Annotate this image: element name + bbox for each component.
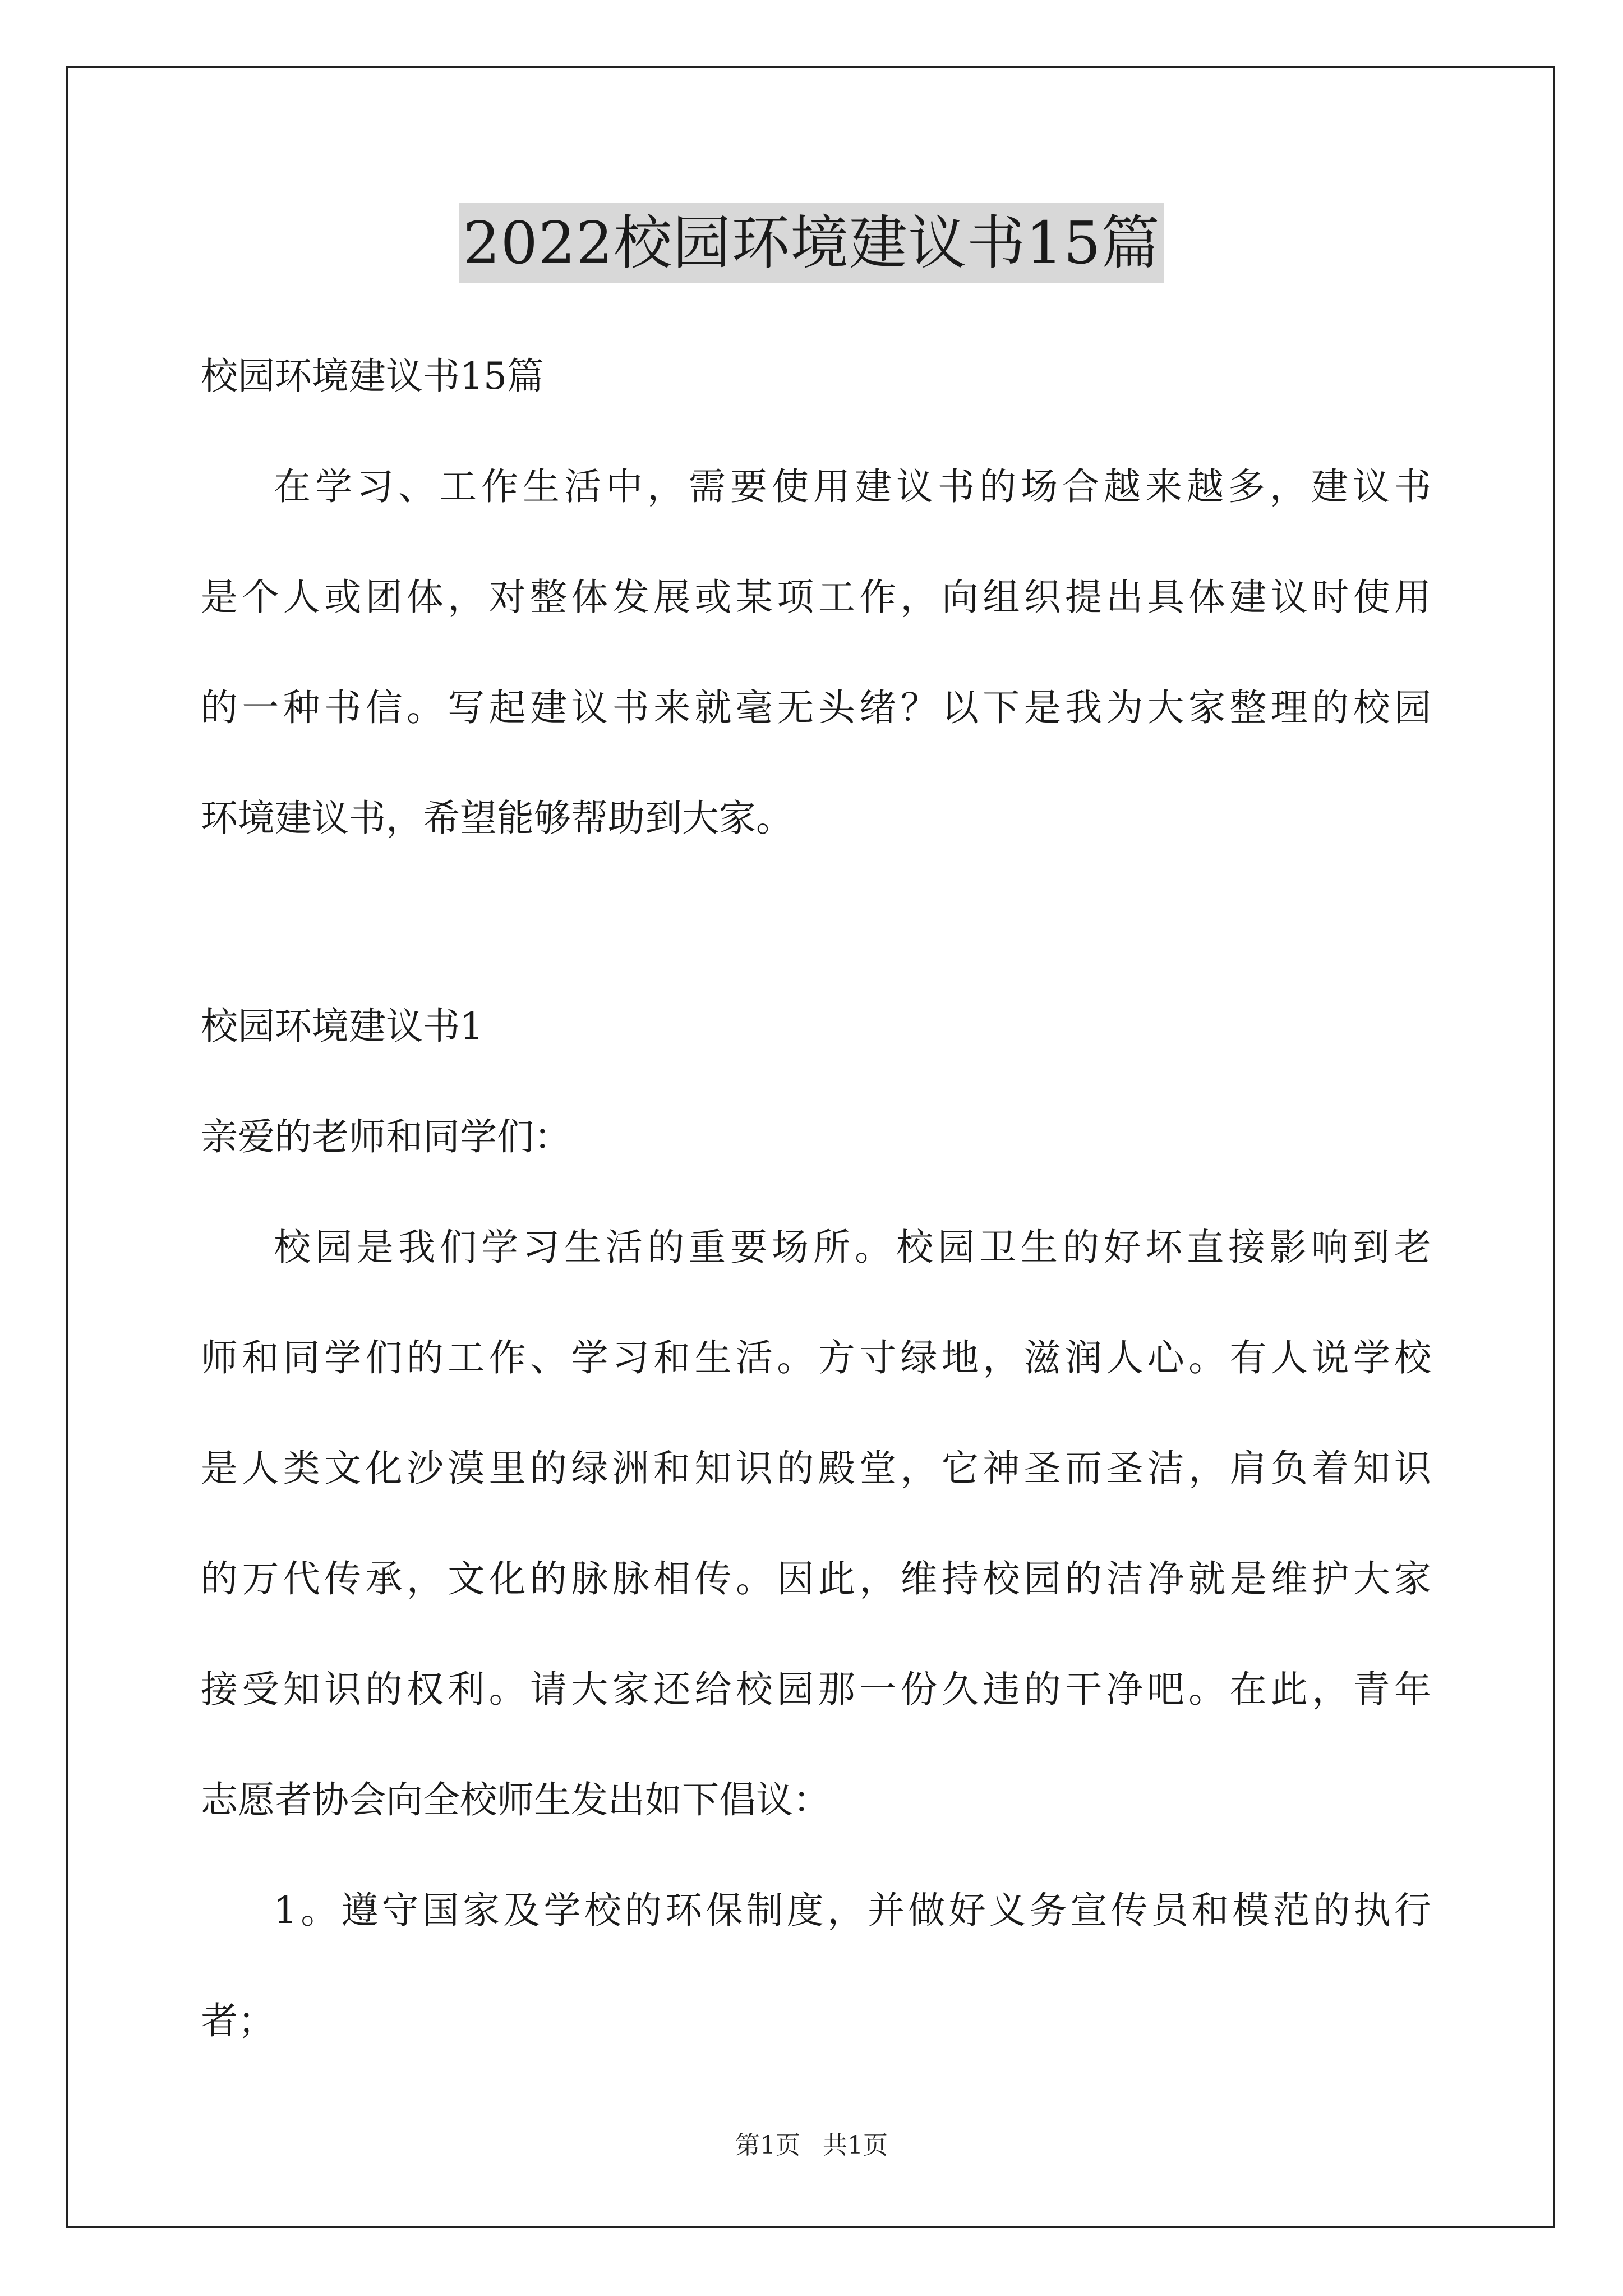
paragraph-line-4: 的万代传承，文化的脉脉相传。因此，维持校园的洁净就是维护大家 (201, 1557, 1431, 1600)
paragraph-line-5: 接受知识的权利。请大家还给校园那一份久违的干净吧。在此，青年 (201, 1668, 1431, 1711)
paragraph-line-6: 志愿者协会向全校师生发出如下倡议： (201, 1778, 830, 1821)
list-item-1-line-2: 者； (201, 1999, 275, 2042)
list-item-1-line-1: 1。遵守国家及学校的环保制度，并做好义务宣传员和模范的执行 (274, 1889, 1431, 1932)
intro-line-3: 的一种书信。写起建议书来就毫无头绪？以下是我为大家整理的校园 (201, 686, 1431, 729)
page-number: 第1页 (735, 2131, 800, 2160)
section-heading: 校园环境建议书1 (201, 1005, 483, 1048)
page-footer (0, 2129, 1623, 2162)
paragraph-line-1: 校园是我们学习生活的重要场所。校园卫生的好坏直接影响到老 (274, 1226, 1431, 1269)
document-title: 2022校园环境建议书15篇 (459, 203, 1163, 283)
intro-line-2: 是个人或团体，对整体发展或某项工作，向组织提出具体建议时使用 (201, 576, 1431, 619)
salutation: 亲爱的老师和同学们： (201, 1115, 571, 1158)
intro-line-4: 环境建议书，希望能够帮助到大家。 (201, 797, 793, 840)
paragraph-line-2: 师和同学们的工作、学习和生活。方寸绿地，滋润人心。有人说学校 (201, 1336, 1431, 1379)
paragraph-line-3: 是人类文化沙漠里的绿洲和知识的殿堂，它神圣而圣洁，肩负着知识 (201, 1447, 1431, 1490)
intro-line-1: 在学习、工作生活中，需要使用建议书的场合越来越多，建议书 (274, 465, 1431, 508)
page-total: 共1页 (823, 2131, 888, 2160)
title-container (0, 203, 1623, 283)
document-subtitle: 校园环境建议书15篇 (201, 355, 544, 398)
